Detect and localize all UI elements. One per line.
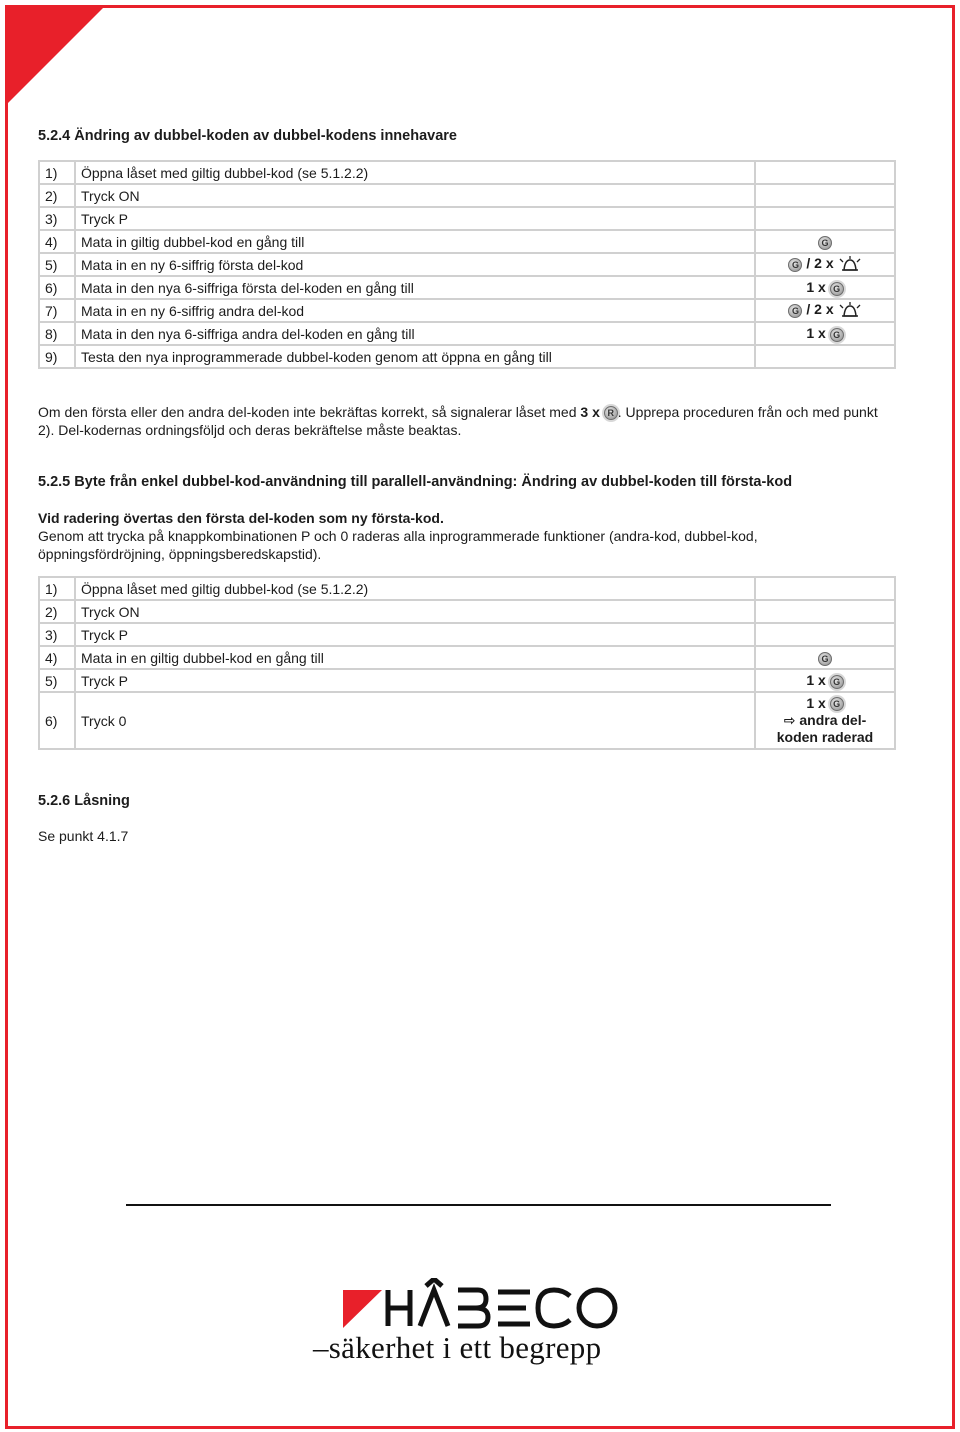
table-row — [40, 624, 894, 645]
buzzer-icon — [838, 256, 862, 274]
step-number: 1) — [40, 162, 74, 183]
green-led-icon: G — [818, 236, 832, 250]
table-row — [40, 578, 894, 599]
action-line — [756, 695, 894, 712]
step-action — [756, 231, 894, 252]
step-number: 6) — [40, 277, 74, 298]
step-number: 5) — [40, 670, 74, 691]
step-number: 5) — [40, 254, 74, 275]
step-number: 4) — [40, 647, 74, 668]
step-text: Mata in den nya 6-siffriga första del-koden en gång till — [76, 277, 754, 298]
tagline: –säkerhet i ett begrepp — [313, 1330, 602, 1365]
step-action — [756, 323, 894, 344]
repeat-count: 1 x — [806, 672, 826, 689]
note-paragraph — [38, 403, 878, 439]
step-text: Tryck P — [76, 624, 754, 645]
table-row — [40, 670, 894, 691]
steps-table-524 — [38, 160, 896, 369]
step-text: Mata in den nya 6-siffriga andra del-koden en gång till — [76, 323, 754, 344]
note-count: 3 x — [580, 404, 600, 420]
step-action — [756, 647, 894, 668]
step-action — [756, 254, 894, 275]
red-led-flash-icon: R — [604, 406, 618, 420]
step-action — [756, 162, 894, 183]
logo-text: HÅBECO — [340, 1278, 345, 1279]
reference-text: Se punkt 4.1.7 — [38, 828, 129, 844]
bold-statement: Vid radering övertas den första del-koden som ny första-kod. — [38, 510, 444, 526]
step-text: Tryck ON — [76, 185, 754, 206]
table-row — [40, 693, 894, 748]
step-text: Mata in en ny 6-siffrig första del-kod — [76, 254, 754, 275]
habeco-logo — [340, 1278, 622, 1330]
step-number: 7) — [40, 300, 74, 321]
footer-divider — [126, 1204, 831, 1206]
note-text-end: . Upprepa proceduren från och med punkt 2). Del-kodernas ordningsföljd och deras bekräftelse måste beaktas. — [38, 404, 878, 438]
table-row — [40, 323, 894, 344]
arrow-right-icon: ⇨ — [783, 712, 796, 728]
step-action — [756, 277, 894, 298]
step-number: 3) — [40, 624, 74, 645]
step-text: Tryck P — [76, 208, 754, 229]
step-text: Tryck ON — [76, 601, 754, 622]
repeat-count: / 2 x — [806, 255, 834, 272]
step-action — [756, 208, 894, 229]
step-text: Mata in giltig dubbel-kod en gång till — [76, 231, 754, 252]
repeat-count: 1 x — [806, 695, 826, 711]
section-heading-524: 5.2.4 Ändring av dubbel-koden av dubbel-kodens innehavare — [38, 128, 457, 144]
step-number: 8) — [40, 323, 74, 344]
step-text: Tryck 0 — [76, 693, 754, 748]
step-number: 1) — [40, 578, 74, 599]
step-action — [756, 578, 894, 599]
step-action — [756, 185, 894, 206]
step-action — [756, 624, 894, 645]
table-row — [40, 601, 894, 622]
table-row — [40, 277, 894, 298]
table-row — [40, 254, 894, 275]
repeat-count: / 2 x — [806, 301, 834, 318]
action-line — [756, 712, 894, 729]
table-row — [40, 647, 894, 668]
step-number: 6) — [40, 693, 74, 748]
step-number: 4) — [40, 231, 74, 252]
table-row — [40, 208, 894, 229]
table-row — [40, 162, 894, 183]
step-number: 2) — [40, 185, 74, 206]
step-number: 3) — [40, 208, 74, 229]
green-led-flash-icon: G — [830, 675, 844, 689]
step-text: Testa den nya inprogrammerade dubbel-koden genom att öppna en gång till — [76, 346, 754, 367]
step-text: Öppna låset med giltig dubbel-kod (se 5.1.2.2) — [76, 578, 754, 599]
step-number: 9) — [40, 346, 74, 367]
step-text: Öppna låset med giltig dubbel-kod (se 5.1.2.2) — [76, 162, 754, 183]
repeat-count: 1 x — [806, 279, 826, 296]
table-row — [40, 300, 894, 321]
steps-table-525 — [38, 576, 896, 750]
result-text-cont: koden raderad — [776, 729, 874, 745]
green-led-icon: G — [818, 652, 832, 666]
step-action — [756, 346, 894, 367]
section-heading-525: 5.2.5 Byte från enkel dubbel-kod-användning till parallell-användning: Ändring av dubbel-koden till första-kod — [38, 474, 793, 490]
red-corner-decoration — [8, 8, 103, 103]
result-text: andra del- — [799, 712, 867, 728]
step-action — [756, 670, 894, 691]
green-led-icon: G — [788, 258, 802, 272]
step-text: Tryck P — [76, 670, 754, 691]
section-heading-526: 5.2.6 Låsning — [38, 793, 130, 809]
table-row — [40, 231, 894, 252]
step-number: 2) — [40, 601, 74, 622]
table-row — [40, 185, 894, 206]
step-action — [756, 693, 894, 748]
step-action — [756, 601, 894, 622]
table-row — [40, 346, 894, 367]
green-led-icon: G — [788, 304, 802, 318]
step-text: Mata in en ny 6-siffrig andra del-kod — [76, 300, 754, 321]
buzzer-icon — [838, 302, 862, 320]
note-text: Om den första eller den andra del-koden inte bekräftas korrekt, så signalerar låset med — [38, 404, 577, 420]
green-led-flash-icon: G — [830, 282, 844, 296]
green-led-flash-icon: G — [830, 697, 844, 711]
step-action — [756, 300, 894, 321]
description-paragraph: Genom att trycka på knappkombinationen P och 0 raderas alla inprogrammerade funktioner (andra-kod, dubbel-kod, öppningsfördröjning, öppningsberedskapstid). — [38, 528, 758, 562]
green-led-flash-icon: G — [830, 328, 844, 342]
step-text: Mata in en giltig dubbel-kod en gång till — [76, 647, 754, 668]
repeat-count: 1 x — [806, 325, 826, 342]
